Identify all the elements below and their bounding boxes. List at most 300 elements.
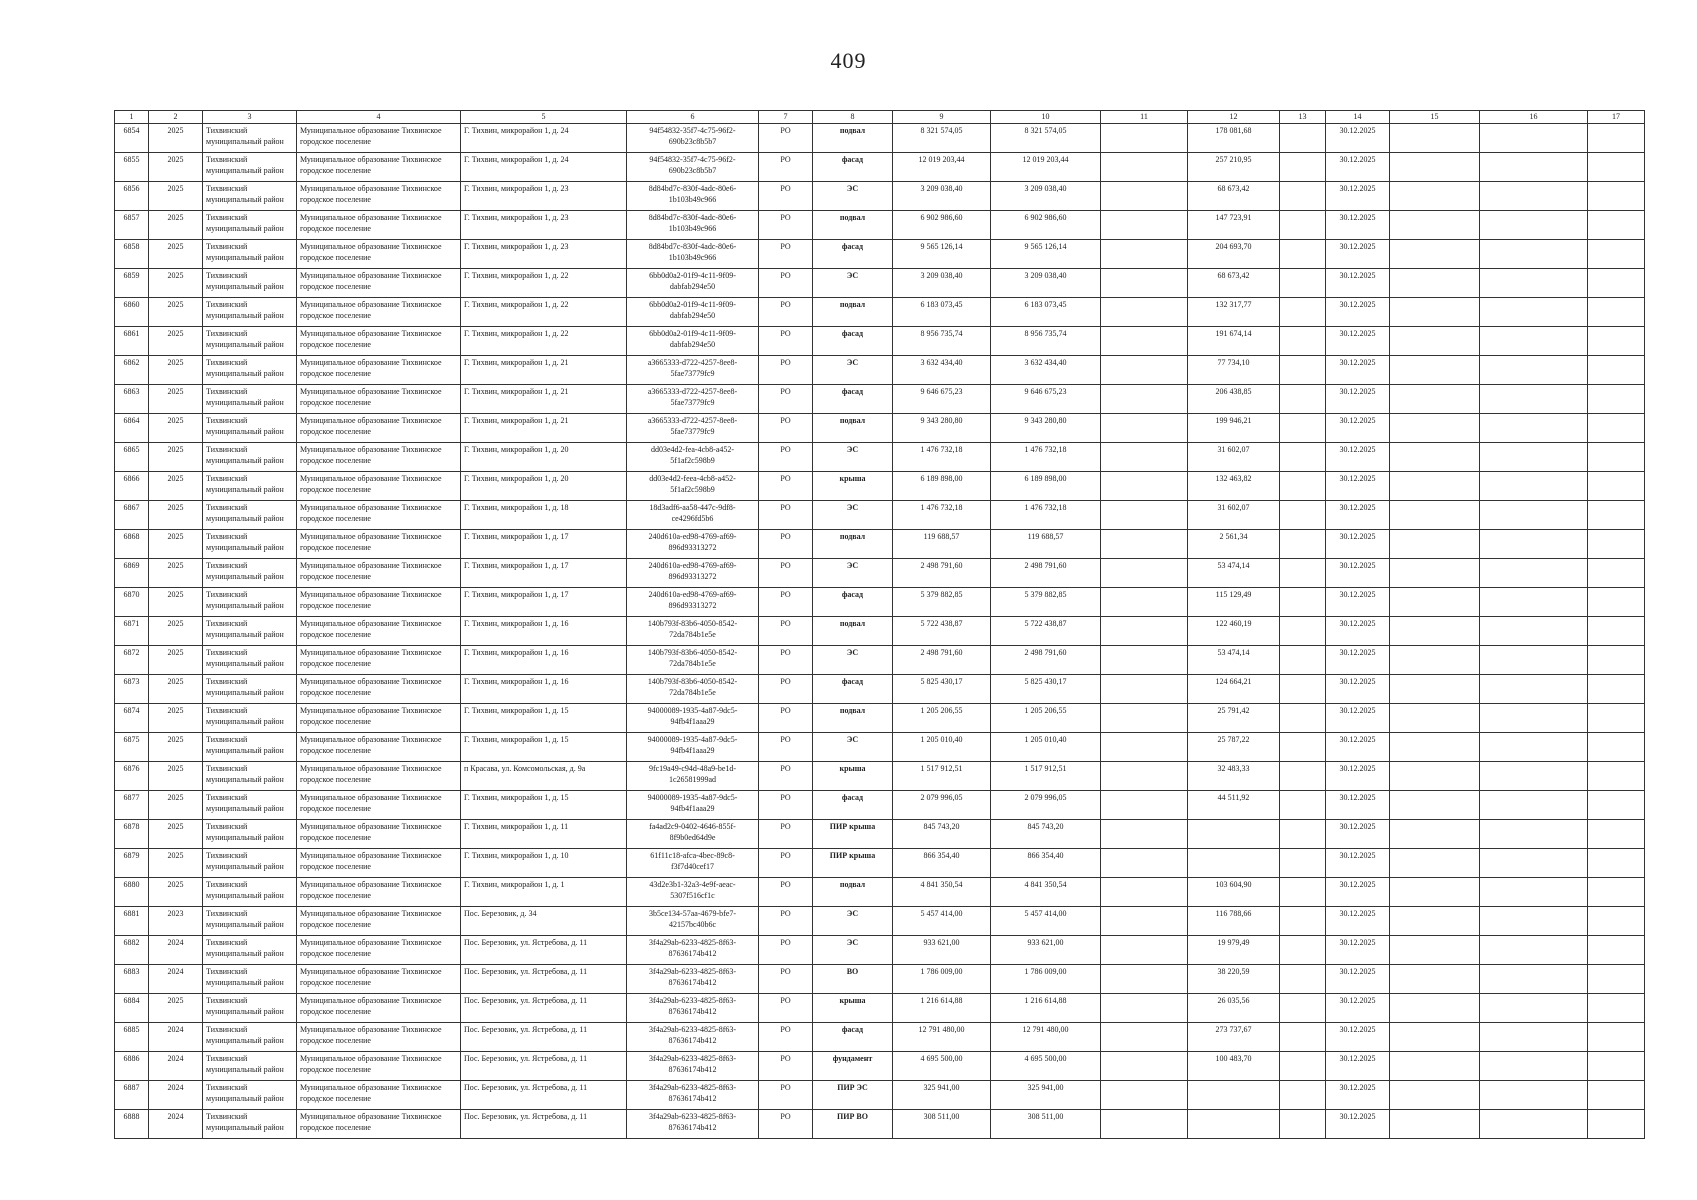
column-header: 16 (1480, 111, 1588, 124)
data-table (114, 110, 1645, 1139)
table-row (115, 907, 1645, 936)
deadline-cell: 30.12.2025 (1326, 124, 1390, 153)
table-row (115, 733, 1645, 762)
table-row (115, 124, 1645, 153)
work-type-cell: фасад (813, 1023, 893, 1052)
col16-cell (1480, 994, 1588, 1023)
row-number: 6864 (115, 414, 149, 443)
col13-cell (1280, 617, 1326, 646)
col15-cell (1390, 501, 1480, 530)
district-cell: Тихвинский муниципальный район (203, 182, 297, 211)
row-number: 6869 (115, 559, 149, 588)
col17-cell (1588, 936, 1645, 965)
cost-total-cell: 6 189 898,00 (991, 472, 1101, 501)
col13-cell (1280, 588, 1326, 617)
year-cell: 2025 (149, 356, 203, 385)
col17-cell (1588, 849, 1645, 878)
col15-cell (1390, 443, 1480, 472)
address-cell: Г. Тихвин, микрорайон 1, д. 20 (461, 443, 627, 472)
address-cell: Г. Тихвин, микрорайон 1, д. 15 (461, 704, 627, 733)
column-header: 15 (1390, 111, 1480, 124)
col16-cell (1480, 269, 1588, 298)
column-header: 2 (149, 111, 203, 124)
col11-cell (1101, 849, 1188, 878)
house-guid-cell: 8d84bd7c-830f-4adc-80e6-1b103b49c966 (627, 182, 759, 211)
municipality-cell: Муниципальное образование Тихвинское городское поселение (297, 1052, 461, 1081)
deadline-cell: 30.12.2025 (1326, 414, 1390, 443)
district-cell: Тихвинский муниципальный район (203, 298, 297, 327)
column-header: 8 (813, 111, 893, 124)
municipality-cell: Муниципальное образование Тихвинское городское поселение (297, 646, 461, 675)
municipality-cell: Муниципальное образование Тихвинское городское поселение (297, 936, 461, 965)
deadline-cell: 30.12.2025 (1326, 704, 1390, 733)
work-type-cell: ПИР крыша (813, 820, 893, 849)
col11-cell (1101, 327, 1188, 356)
address-cell: Г. Тихвин, микрорайон 1, д. 16 (461, 617, 627, 646)
cost-cell: 2 498 791,60 (893, 646, 991, 675)
col15-cell (1390, 907, 1480, 936)
deadline-cell: 30.12.2025 (1326, 298, 1390, 327)
cost-total-cell: 308 511,00 (991, 1110, 1101, 1139)
house-guid-cell: 8d84bd7c-830f-4adc-80e6-1b103b49c966 (627, 240, 759, 269)
col16-cell (1480, 240, 1588, 269)
col16-cell (1480, 1081, 1588, 1110)
address-cell: Пос. Березовик, ул. Ястребова, д. 11 (461, 965, 627, 994)
program-cell: РО (759, 965, 813, 994)
contribution-cell: 122 460,19 (1188, 617, 1280, 646)
row-number: 6879 (115, 849, 149, 878)
cost-cell: 5 722 438,87 (893, 617, 991, 646)
col11-cell (1101, 356, 1188, 385)
table-row (115, 820, 1645, 849)
year-cell: 2025 (149, 849, 203, 878)
work-type-cell: подвал (813, 414, 893, 443)
municipality-cell: Муниципальное образование Тихвинское городское поселение (297, 327, 461, 356)
deadline-cell: 30.12.2025 (1326, 356, 1390, 385)
col11-cell (1101, 994, 1188, 1023)
program-cell: РО (759, 675, 813, 704)
deadline-cell: 30.12.2025 (1326, 907, 1390, 936)
contribution-cell (1188, 849, 1280, 878)
col15-cell (1390, 965, 1480, 994)
col17-cell (1588, 211, 1645, 240)
municipality-cell: Муниципальное образование Тихвинское городское поселение (297, 1081, 461, 1110)
col15-cell (1390, 646, 1480, 675)
address-cell: Г. Тихвин, микрорайон 1, д. 15 (461, 733, 627, 762)
year-cell: 2025 (149, 994, 203, 1023)
contribution-cell (1188, 1110, 1280, 1139)
house-guid-cell: 61f11c18-afca-4bec-89c8-f3f7d40cef17 (627, 849, 759, 878)
col15-cell (1390, 530, 1480, 559)
cost-cell: 5 457 414,00 (893, 907, 991, 936)
house-guid-cell: 3f4a29ab-6233-4825-8f63-87636174b412 (627, 1052, 759, 1081)
program-cell: РО (759, 733, 813, 762)
year-cell: 2025 (149, 269, 203, 298)
year-cell: 2025 (149, 443, 203, 472)
house-guid-cell: 3f4a29ab-6233-4825-8f63-87636174b412 (627, 1081, 759, 1110)
col13-cell (1280, 559, 1326, 588)
house-guid-cell: 240d610a-ed98-4769-af69-896d93313272 (627, 559, 759, 588)
address-cell: Г. Тихвин, микрорайон 1, д. 15 (461, 791, 627, 820)
col16-cell (1480, 878, 1588, 907)
col11-cell (1101, 1023, 1188, 1052)
district-cell: Тихвинский муниципальный район (203, 356, 297, 385)
cost-cell: 9 565 126,14 (893, 240, 991, 269)
col17-cell (1588, 820, 1645, 849)
work-type-cell: крыша (813, 472, 893, 501)
cost-cell: 119 688,57 (893, 530, 991, 559)
contribution-cell: 103 604,90 (1188, 878, 1280, 907)
row-number: 6873 (115, 675, 149, 704)
deadline-cell: 30.12.2025 (1326, 936, 1390, 965)
district-cell: Тихвинский муниципальный район (203, 965, 297, 994)
municipality-cell: Муниципальное образование Тихвинское городское поселение (297, 414, 461, 443)
column-header: 13 (1280, 111, 1326, 124)
col11-cell (1101, 443, 1188, 472)
col15-cell (1390, 762, 1480, 791)
year-cell: 2025 (149, 182, 203, 211)
col17-cell (1588, 1023, 1645, 1052)
contribution-cell: 206 438,85 (1188, 385, 1280, 414)
col16-cell (1480, 385, 1588, 414)
table-header (115, 111, 1645, 124)
col16-cell (1480, 153, 1588, 182)
municipality-cell: Муниципальное образование Тихвинское городское поселение (297, 443, 461, 472)
table-row (115, 1081, 1645, 1110)
col16-cell (1480, 530, 1588, 559)
col17-cell (1588, 182, 1645, 211)
deadline-cell: 30.12.2025 (1326, 559, 1390, 588)
deadline-cell: 30.12.2025 (1326, 849, 1390, 878)
col13-cell (1280, 1110, 1326, 1139)
table-row (115, 530, 1645, 559)
col17-cell (1588, 153, 1645, 182)
row-number: 6867 (115, 501, 149, 530)
program-cell: РО (759, 269, 813, 298)
deadline-cell: 30.12.2025 (1326, 1052, 1390, 1081)
col16-cell (1480, 443, 1588, 472)
cost-cell: 1 786 009,00 (893, 965, 991, 994)
col17-cell (1588, 1081, 1645, 1110)
cost-cell: 1 517 912,51 (893, 762, 991, 791)
program-cell: РО (759, 878, 813, 907)
col11-cell (1101, 791, 1188, 820)
cost-total-cell: 1 216 614,88 (991, 994, 1101, 1023)
address-cell: Г. Тихвин, микрорайон 1, д. 18 (461, 501, 627, 530)
address-cell: Г. Тихвин, микрорайон 1, д. 22 (461, 327, 627, 356)
col16-cell (1480, 704, 1588, 733)
col16-cell (1480, 965, 1588, 994)
cost-cell: 12 791 480,00 (893, 1023, 991, 1052)
col11-cell (1101, 588, 1188, 617)
program-cell: РО (759, 1023, 813, 1052)
program-cell: РО (759, 124, 813, 153)
col16-cell (1480, 1110, 1588, 1139)
col11-cell (1101, 211, 1188, 240)
district-cell: Тихвинский муниципальный район (203, 414, 297, 443)
work-type-cell: ЭС (813, 269, 893, 298)
col16-cell (1480, 820, 1588, 849)
program-cell: РО (759, 327, 813, 356)
table-row (115, 791, 1645, 820)
program-cell: РО (759, 936, 813, 965)
col15-cell (1390, 269, 1480, 298)
year-cell: 2025 (149, 704, 203, 733)
col11-cell (1101, 414, 1188, 443)
house-guid-cell: 6bb0d0a2-01f9-4c11-9f09-dabfab294e50 (627, 269, 759, 298)
work-type-cell: фасад (813, 153, 893, 182)
row-number: 6874 (115, 704, 149, 733)
col17-cell (1588, 965, 1645, 994)
table-row (115, 675, 1645, 704)
municipality-cell: Муниципальное образование Тихвинское городское поселение (297, 820, 461, 849)
col13-cell (1280, 530, 1326, 559)
municipality-cell: Муниципальное образование Тихвинское городское поселение (297, 849, 461, 878)
district-cell: Тихвинский муниципальный район (203, 385, 297, 414)
deadline-cell: 30.12.2025 (1326, 501, 1390, 530)
contribution-cell: 204 693,70 (1188, 240, 1280, 269)
deadline-cell: 30.12.2025 (1326, 385, 1390, 414)
page-number: 409 (830, 48, 867, 73)
cost-total-cell: 12 019 203,44 (991, 153, 1101, 182)
table-body (115, 124, 1645, 1139)
deadline-cell: 30.12.2025 (1326, 1110, 1390, 1139)
column-header: 5 (461, 111, 627, 124)
contribution-cell: 132 463,82 (1188, 472, 1280, 501)
year-cell: 2025 (149, 675, 203, 704)
table-row (115, 385, 1645, 414)
cost-cell: 4 841 350,54 (893, 878, 991, 907)
cost-total-cell: 866 354,40 (991, 849, 1101, 878)
table-row (115, 327, 1645, 356)
table-row (115, 1052, 1645, 1081)
house-guid-cell: 43d2e3b1-32a3-4e9f-aeac-5307f516cf1c (627, 878, 759, 907)
cost-cell: 1 205 206,55 (893, 704, 991, 733)
col17-cell (1588, 791, 1645, 820)
col13-cell (1280, 1081, 1326, 1110)
address-cell: Г. Тихвин, микрорайон 1, д. 21 (461, 356, 627, 385)
col15-cell (1390, 733, 1480, 762)
deadline-cell: 30.12.2025 (1326, 994, 1390, 1023)
program-cell: РО (759, 907, 813, 936)
address-cell: Г. Тихвин, микрорайон 1, д. 17 (461, 588, 627, 617)
col16-cell (1480, 298, 1588, 327)
district-cell: Тихвинский муниципальный район (203, 153, 297, 182)
year-cell: 2024 (149, 1081, 203, 1110)
col15-cell (1390, 472, 1480, 501)
district-cell: Тихвинский муниципальный район (203, 1110, 297, 1139)
contribution-cell: 31 602,07 (1188, 443, 1280, 472)
cost-total-cell: 9 343 280,80 (991, 414, 1101, 443)
table-row (115, 414, 1645, 443)
district-cell: Тихвинский муниципальный район (203, 994, 297, 1023)
contribution-cell: 25 787,22 (1188, 733, 1280, 762)
col13-cell (1280, 153, 1326, 182)
district-cell: Тихвинский муниципальный район (203, 588, 297, 617)
cost-cell: 3 632 434,40 (893, 356, 991, 385)
address-cell: Г. Тихвин, микрорайон 1, д. 17 (461, 559, 627, 588)
address-cell: Г. Тихвин, микрорайон 1, д. 22 (461, 269, 627, 298)
cost-cell: 845 743,20 (893, 820, 991, 849)
col13-cell (1280, 791, 1326, 820)
program-cell: РО (759, 443, 813, 472)
col17-cell (1588, 124, 1645, 153)
year-cell: 2025 (149, 617, 203, 646)
district-cell: Тихвинский муниципальный район (203, 791, 297, 820)
table-row (115, 1023, 1645, 1052)
cost-cell: 9 646 675,23 (893, 385, 991, 414)
col11-cell (1101, 907, 1188, 936)
column-header: 10 (991, 111, 1101, 124)
address-cell: Г. Тихвин, микрорайон 1, д. 23 (461, 211, 627, 240)
row-number: 6887 (115, 1081, 149, 1110)
district-cell: Тихвинский муниципальный район (203, 675, 297, 704)
col17-cell (1588, 472, 1645, 501)
municipality-cell: Муниципальное образование Тихвинское городское поселение (297, 733, 461, 762)
district-cell: Тихвинский муниципальный район (203, 762, 297, 791)
house-guid-cell: a3665333-d722-4257-8ee8-5fae73779fc9 (627, 414, 759, 443)
cost-total-cell: 325 941,00 (991, 1081, 1101, 1110)
municipality-cell: Муниципальное образование Тихвинское городское поселение (297, 1023, 461, 1052)
col11-cell (1101, 936, 1188, 965)
col13-cell (1280, 124, 1326, 153)
address-cell: Г. Тихвин, микрорайон 1, д. 24 (461, 124, 627, 153)
program-cell: РО (759, 182, 813, 211)
table-row (115, 704, 1645, 733)
municipality-cell: Муниципальное образование Тихвинское городское поселение (297, 762, 461, 791)
col13-cell (1280, 965, 1326, 994)
row-number: 6861 (115, 327, 149, 356)
work-type-cell: ЭС (813, 733, 893, 762)
cost-cell: 8 321 574,05 (893, 124, 991, 153)
address-cell: Г. Тихвин, микрорайон 1, д. 11 (461, 820, 627, 849)
cost-total-cell: 12 791 480,00 (991, 1023, 1101, 1052)
col11-cell (1101, 124, 1188, 153)
work-type-cell: подвал (813, 211, 893, 240)
cost-total-cell: 1 476 732,18 (991, 501, 1101, 530)
col11-cell (1101, 385, 1188, 414)
col13-cell (1280, 1023, 1326, 1052)
municipality-cell: Муниципальное образование Тихвинское городское поселение (297, 124, 461, 153)
cost-total-cell: 9 646 675,23 (991, 385, 1101, 414)
cost-cell: 6 902 986,60 (893, 211, 991, 240)
work-type-cell: ЭС (813, 907, 893, 936)
house-guid-cell: 3f4a29ab-6233-4825-8f63-87636174b412 (627, 1110, 759, 1139)
address-cell: Пос. Березовик, ул. Ястребова, д. 11 (461, 1052, 627, 1081)
column-header: 14 (1326, 111, 1390, 124)
cost-cell: 9 343 280,80 (893, 414, 991, 443)
col13-cell (1280, 414, 1326, 443)
house-guid-cell: fa4ad2c9-0402-4646-855f-8f9b0ed64d9e (627, 820, 759, 849)
col15-cell (1390, 675, 1480, 704)
address-cell: Пос. Березовик, ул. Ястребова, д. 11 (461, 1081, 627, 1110)
col17-cell (1588, 356, 1645, 385)
row-number: 6884 (115, 994, 149, 1023)
contribution-cell: 199 946,21 (1188, 414, 1280, 443)
cost-total-cell: 6 902 986,60 (991, 211, 1101, 240)
year-cell: 2024 (149, 936, 203, 965)
row-number: 6858 (115, 240, 149, 269)
contribution-cell: 273 737,67 (1188, 1023, 1280, 1052)
cost-cell: 4 695 500,00 (893, 1052, 991, 1081)
col13-cell (1280, 704, 1326, 733)
program-cell: РО (759, 588, 813, 617)
row-number: 6862 (115, 356, 149, 385)
contribution-cell: 178 081,68 (1188, 124, 1280, 153)
house-guid-cell: 94000089-1935-4a87-9dc5-94fb4f1aaa29 (627, 733, 759, 762)
year-cell: 2025 (149, 472, 203, 501)
table-row (115, 646, 1645, 675)
district-cell: Тихвинский муниципальный район (203, 617, 297, 646)
col17-cell (1588, 588, 1645, 617)
program-cell: РО (759, 211, 813, 240)
cost-total-cell: 2 079 996,05 (991, 791, 1101, 820)
col17-cell (1588, 704, 1645, 733)
contribution-cell: 68 673,42 (1188, 269, 1280, 298)
house-guid-cell: 94f54832-35f7-4c75-96f2-690b23c8b5b7 (627, 153, 759, 182)
col15-cell (1390, 588, 1480, 617)
deadline-cell: 30.12.2025 (1326, 153, 1390, 182)
col16-cell (1480, 791, 1588, 820)
cost-total-cell: 1 205 206,55 (991, 704, 1101, 733)
municipality-cell: Муниципальное образование Тихвинское городское поселение (297, 791, 461, 820)
year-cell: 2025 (149, 153, 203, 182)
cost-total-cell: 8 956 735,74 (991, 327, 1101, 356)
col15-cell (1390, 1081, 1480, 1110)
col13-cell (1280, 327, 1326, 356)
municipality-cell: Муниципальное образование Тихвинское городское поселение (297, 617, 461, 646)
col13-cell (1280, 240, 1326, 269)
cost-total-cell: 933 621,00 (991, 936, 1101, 965)
row-number: 6886 (115, 1052, 149, 1081)
cost-total-cell: 3 209 038,40 (991, 269, 1101, 298)
col15-cell (1390, 704, 1480, 733)
work-type-cell: фундамент (813, 1052, 893, 1081)
work-type-cell: фасад (813, 791, 893, 820)
col16-cell (1480, 211, 1588, 240)
col15-cell (1390, 878, 1480, 907)
row-number: 6860 (115, 298, 149, 327)
deadline-cell: 30.12.2025 (1326, 820, 1390, 849)
col16-cell (1480, 501, 1588, 530)
col16-cell (1480, 124, 1588, 153)
municipality-cell: Муниципальное образование Тихвинское городское поселение (297, 356, 461, 385)
contribution-cell: 26 035,56 (1188, 994, 1280, 1023)
cost-cell: 2 079 996,05 (893, 791, 991, 820)
year-cell: 2025 (149, 211, 203, 240)
address-cell: Г. Тихвин, микрорайон 1, д. 17 (461, 530, 627, 559)
year-cell: 2025 (149, 588, 203, 617)
cost-total-cell: 5 722 438,87 (991, 617, 1101, 646)
program-cell: РО (759, 240, 813, 269)
col11-cell (1101, 269, 1188, 298)
program-cell: РО (759, 704, 813, 733)
cost-total-cell: 4 695 500,00 (991, 1052, 1101, 1081)
col15-cell (1390, 356, 1480, 385)
column-header: 17 (1588, 111, 1645, 124)
col17-cell (1588, 385, 1645, 414)
table-row (115, 501, 1645, 530)
col17-cell (1588, 994, 1645, 1023)
col15-cell (1390, 385, 1480, 414)
cost-total-cell: 845 743,20 (991, 820, 1101, 849)
table-row (115, 153, 1645, 182)
col17-cell (1588, 269, 1645, 298)
year-cell: 2025 (149, 878, 203, 907)
house-guid-cell: 3b5ce134-57aa-4679-bfe7-42157bc40b6c (627, 907, 759, 936)
col16-cell (1480, 1052, 1588, 1081)
cost-total-cell: 5 457 414,00 (991, 907, 1101, 936)
